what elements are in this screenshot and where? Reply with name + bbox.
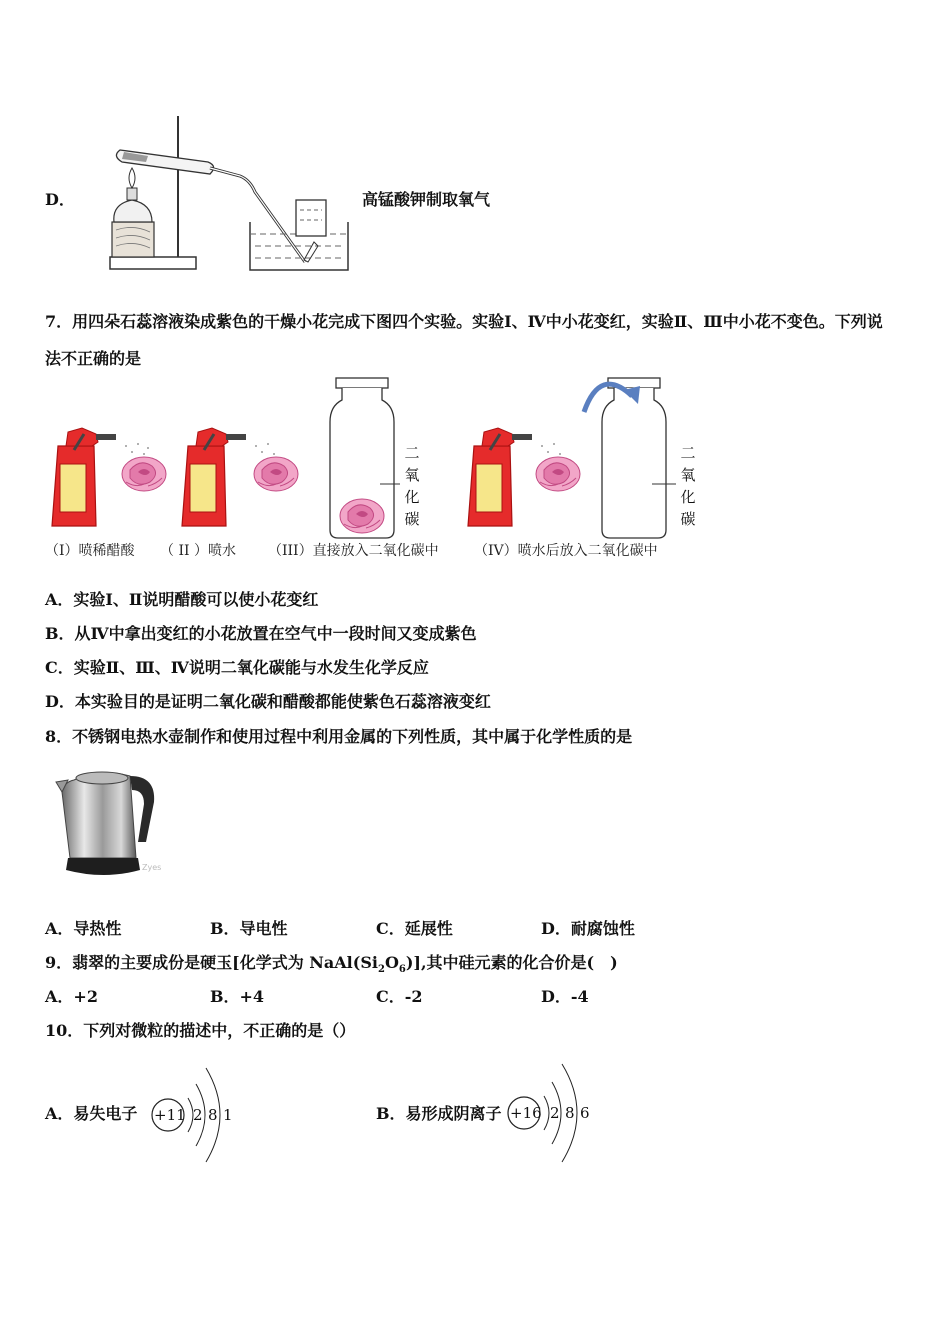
q6-option-d-text: 高锰酸钾制取氧气 <box>362 190 491 209</box>
q8-option-b: B．导电性 <box>210 919 288 938</box>
q6-option-d-label: D． <box>45 190 75 209</box>
q8-option-d: D．耐腐蚀性 <box>541 919 635 938</box>
atom-b-nucleus: +16 <box>510 1104 542 1122</box>
q9-option-c: C．-2 <box>376 987 423 1006</box>
q7-option-d: D．本实验目的是证明二氧化碳和醋酸都能使紫色石蕊溶液变红 <box>45 692 491 711</box>
q10-stem: 10．下列对微粒的描述中，不正确的是（） <box>45 1021 356 1040</box>
q7-experiments-figure <box>40 376 710 546</box>
kettle-image <box>60 762 175 884</box>
q8-option-c: C．延展性 <box>376 919 453 938</box>
q7-option-a: A．实验Ⅰ、Ⅱ说明醋酸可以使小花变红 <box>45 590 319 609</box>
q9-option-a: A．+2 <box>45 987 98 1006</box>
caption-exp3: （III）直接放入二氧化碳中 <box>268 543 439 559</box>
caption-exp4: （IV）喷水后放入二氧化碳中 <box>474 543 658 559</box>
oxygen-apparatus-figure <box>100 112 360 277</box>
jar4-label: 二 氧 化 碳 <box>680 444 696 528</box>
atom-a-nucleus: +11 <box>154 1106 186 1124</box>
q7-option-c: C．实验Ⅱ、Ⅲ、Ⅳ说明二氧化碳能与水发生化学反应 <box>45 658 429 677</box>
q9-stem: 9．翡翠的主要成份是硬玉[化学式为 $NaAl(Si_2O_6)$],其中硅元素的化合价是( ) <box>45 953 618 976</box>
q8-option-a: A．导热性 <box>45 919 122 938</box>
q7-stem-line2: 法不正确的是 <box>45 349 142 368</box>
q10-option-b-text: B．易形成阴离子 <box>376 1104 502 1123</box>
caption-exp2: （ II ）喷水 <box>160 543 236 559</box>
atom-a-shell-1: 2 <box>193 1106 203 1124</box>
atom-a-shell-3: 1 <box>223 1106 233 1124</box>
caption-exp1: （I）喷稀醋酸 <box>45 543 135 559</box>
jar3-label: 二 氧 化 碳 <box>404 444 420 528</box>
atom-b-shell-3: 6 <box>580 1104 590 1122</box>
q10-option-a-text: A．易失电子 <box>45 1104 138 1123</box>
svg-text:Zyes: Zyes <box>142 863 162 872</box>
q9-option-b: B．+4 <box>210 987 265 1006</box>
q9-option-d: D．-4 <box>541 987 589 1006</box>
atom-a-shell-2: 8 <box>208 1106 218 1124</box>
atom-b-shell-1: 2 <box>550 1104 560 1122</box>
q7-stem-line1: 7．用四朵石蕊溶液染成紫色的干燥小花完成下图四个实验。实验Ⅰ、Ⅳ中小花变红，实验Ⅱ、Ⅲ中小花不变色。下列说 <box>45 312 883 331</box>
atom-b-shell-2: 8 <box>565 1104 575 1122</box>
q8-stem: 8．不锈钢电热水壶制作和使用过程中利用金属的下列性质，其中属于化学性质的是 <box>45 727 633 746</box>
q7-option-b: B．从Ⅳ中拿出变红的小花放置在空气中一段时间又变成紫色 <box>45 624 477 643</box>
